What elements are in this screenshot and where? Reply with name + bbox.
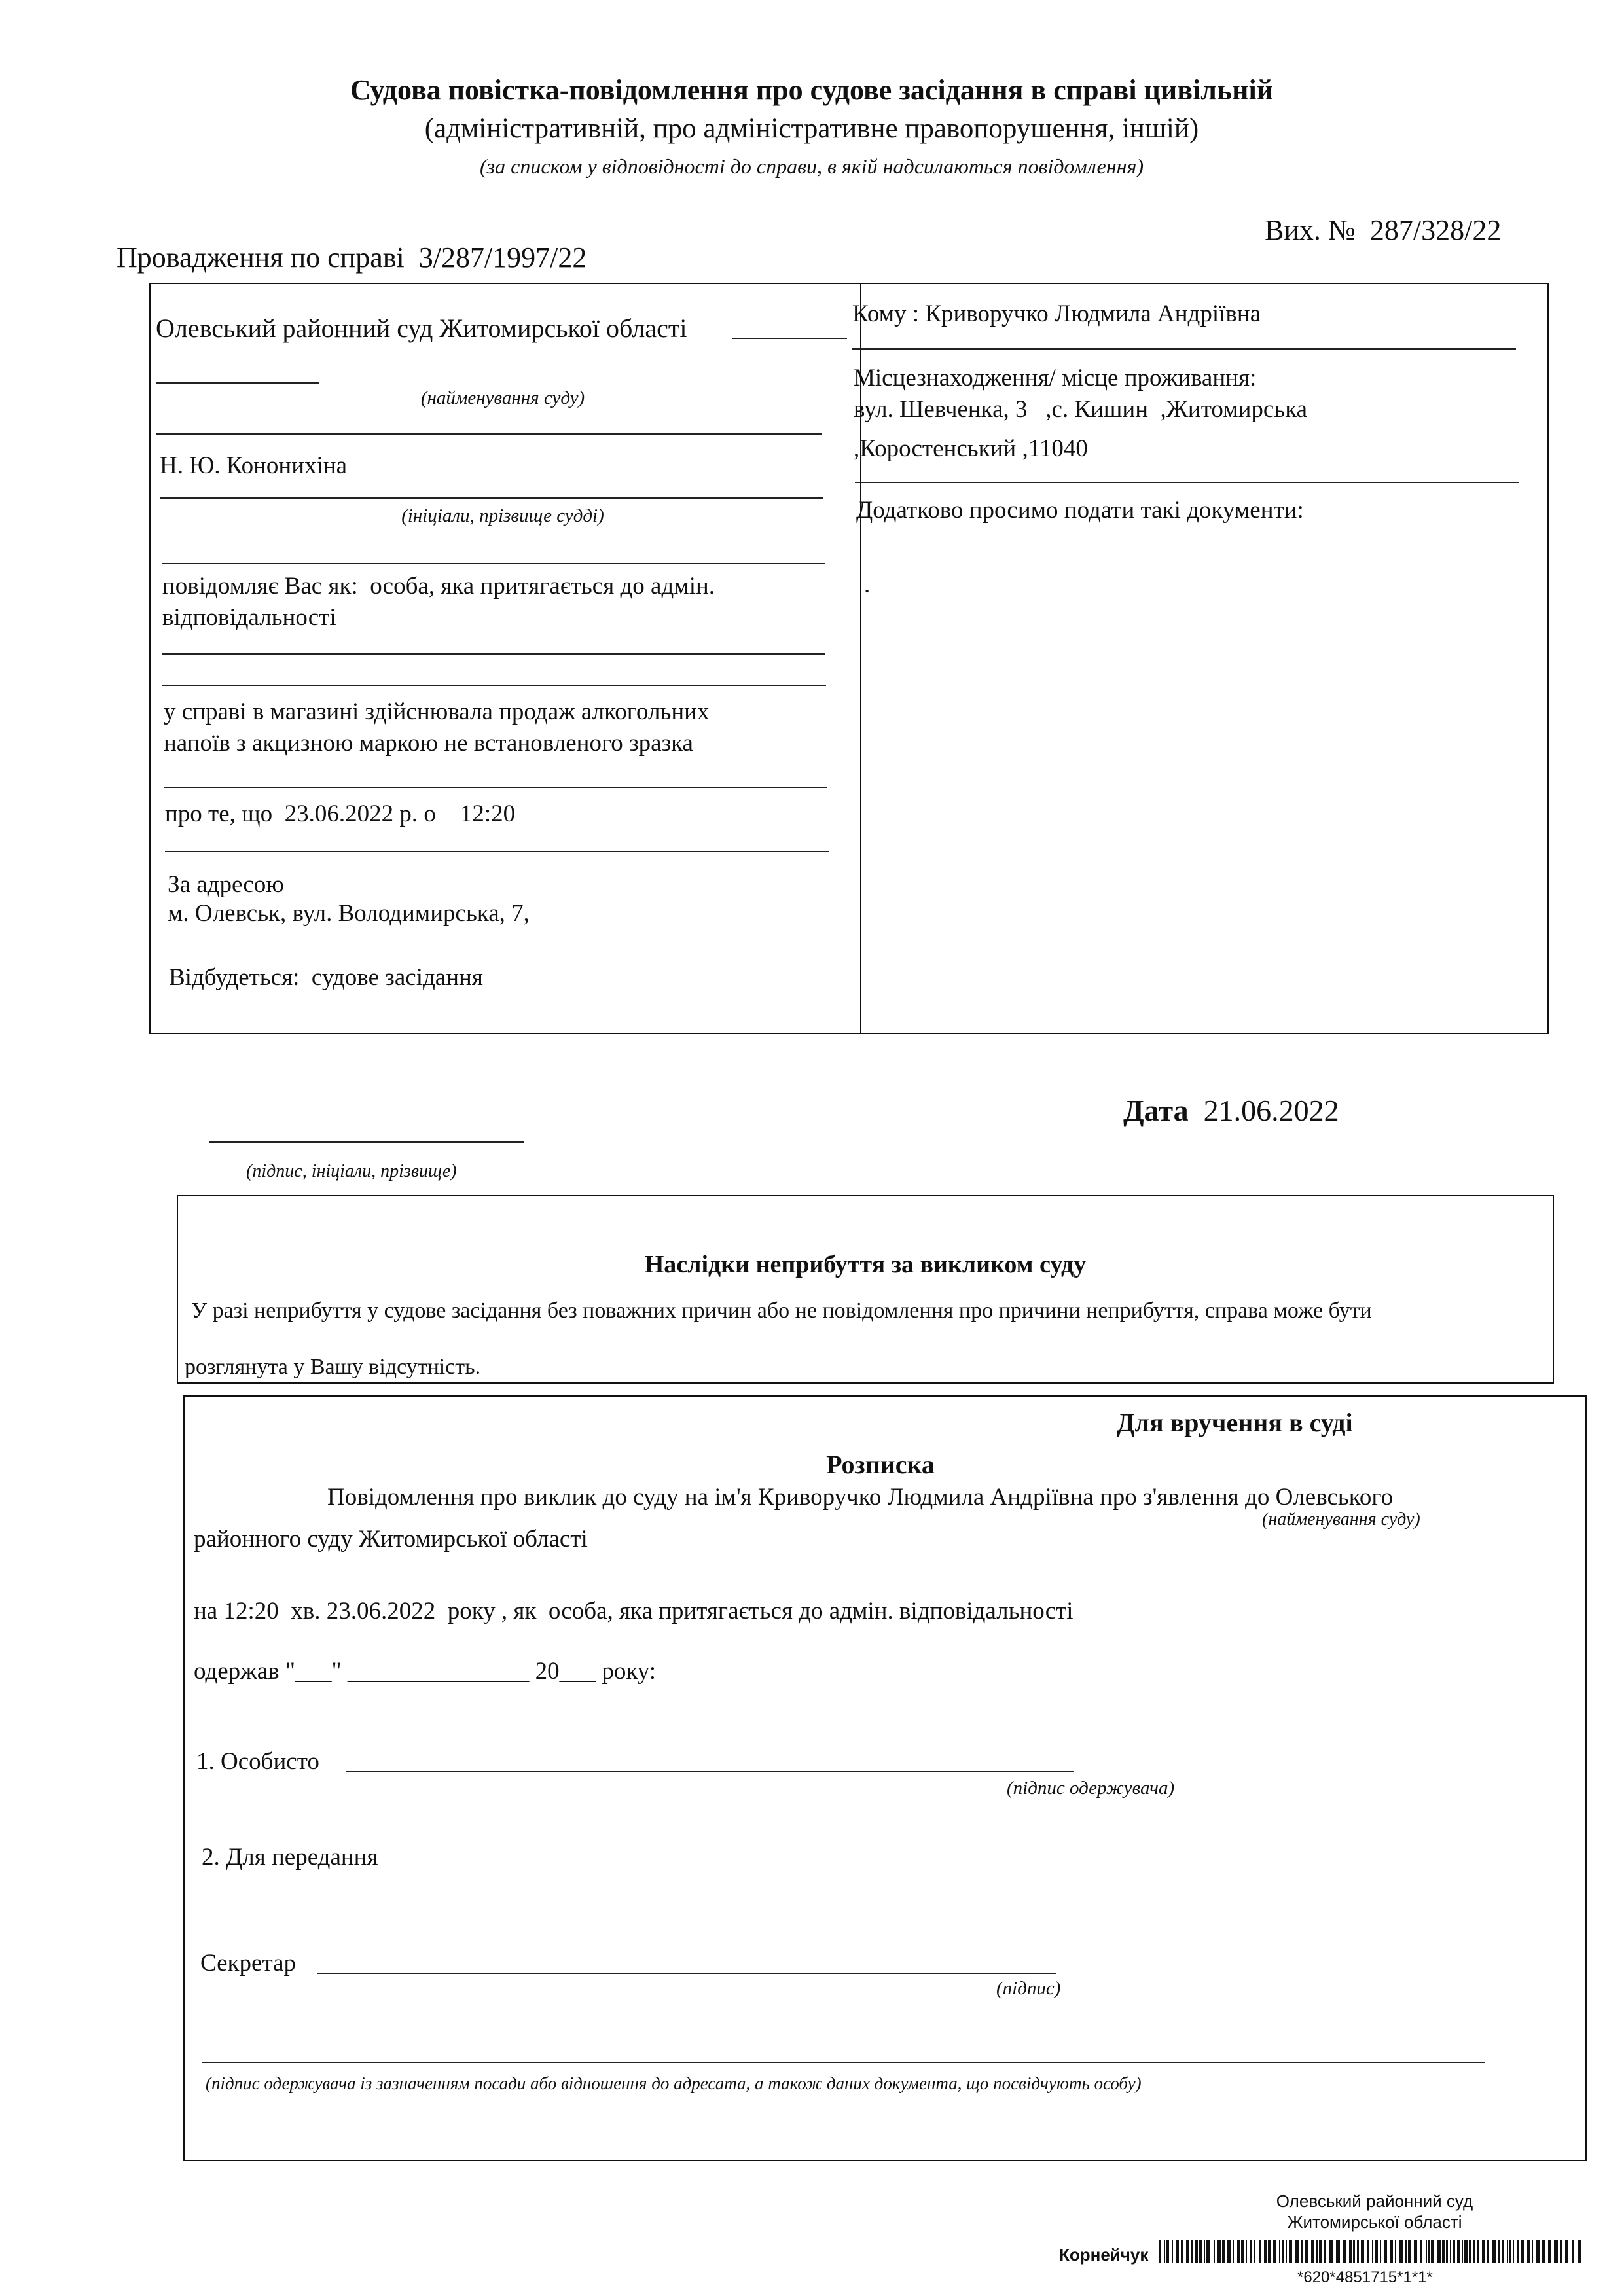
- notice-title: Судова повістка-повідомлення про судове засідання в справі цивільній: [350, 74, 1274, 106]
- address-label: За адресою: [168, 871, 284, 898]
- divider-1: [156, 433, 822, 435]
- proceeding-label: Провадження по справі: [117, 242, 405, 274]
- consequences-text-1: У разі неприбуття у судове засідання без поважних причин або не повідомлення про причини неприбуття, справа може бути: [191, 1299, 1372, 1323]
- personal-label: 1. Особисто: [196, 1748, 319, 1775]
- court-name-underline-2: [156, 382, 319, 384]
- receipt-received: одержав "___" _______________ 20___ року:: [194, 1658, 657, 1685]
- documents-label: Додатково просимо подати такі документи:: [856, 497, 1304, 524]
- footer-court-line-1: Олевський районний суд: [1276, 2191, 1473, 2211]
- court-caption: (найменування суду): [420, 387, 585, 408]
- court-name-underline: [732, 338, 847, 339]
- notice-note: (за списком у відповідності до справи, в якій надсилаються повідомлення): [480, 154, 1144, 178]
- footer-court-line-2: Житомирської області: [1287, 2212, 1462, 2232]
- proceeding-number: 3/287/1997/22: [418, 242, 587, 274]
- recipient-signature-field[interactable]: [202, 2062, 1485, 2063]
- footer-clerk: Корнейчук: [1059, 2245, 1149, 2265]
- notice-subtitle: (адміністративній, про адміністративне правопорушення, іншій): [424, 113, 1199, 144]
- hearing-time: про те, що 23.06.2022 р. о 12:20: [165, 800, 516, 827]
- divider-7: [165, 851, 829, 852]
- date-value: 21.06.2022: [1203, 1094, 1339, 1127]
- barcode-text: *620*4851715*1*1*: [1297, 2269, 1433, 2286]
- documents-value: .: [864, 571, 871, 598]
- consequences-text-2: розглянута у Вашу відсутність.: [185, 1355, 481, 1379]
- location-line-2: ,Коростенський ,11040: [854, 435, 1088, 462]
- outgoing-number: 287/328/22: [1369, 214, 1502, 246]
- receipt-line-2: районного суду Житомирської області: [194, 1526, 588, 1552]
- consequences-title: Наслідки неприбуття за викликом суду: [644, 1251, 1087, 1278]
- case-line-1: у справі в магазині здійснювала продаж алкогольних: [164, 698, 710, 725]
- hearing-address: м. Олевськ, вул. Володимирська, 7,: [168, 900, 530, 927]
- personal-caption: (підпис одержувача): [1007, 1778, 1175, 1799]
- judge-name: Н. Ю. Кононихіна: [160, 452, 347, 479]
- proceeding-line: [117, 241, 586, 274]
- outgoing-label: Вих. №: [1265, 214, 1356, 246]
- signature-line: [209, 1141, 524, 1143]
- divider-5: [162, 685, 826, 686]
- divider-4: [162, 653, 825, 655]
- receipt-court-caption: (найменування суду): [1262, 1509, 1420, 1530]
- secretary-signature-field[interactable]: [317, 1973, 1056, 1974]
- receipt-for-court: Для вручення в суді: [1117, 1408, 1353, 1437]
- outgoing-line: [1265, 213, 1501, 247]
- location-underline: [855, 482, 1519, 483]
- recipient-name: Кому : Криворучко Людмила Андріївна: [852, 300, 1261, 327]
- divider-3: [162, 563, 825, 564]
- secretary-label: Секретар: [200, 1950, 296, 1977]
- case-line-2: напоїв з акцизною маркою не встановленого зразка: [164, 730, 693, 757]
- hearing-event: Відбудеться: судове засідання: [169, 964, 483, 991]
- date-label: Дата: [1123, 1094, 1189, 1127]
- personal-signature-field[interactable]: [346, 1771, 1074, 1772]
- receipt-line-3: на 12:20 хв. 23.06.2022 року , як особа, яка притягається до адмін. відповідальності: [194, 1598, 1074, 1624]
- judge-caption: (ініціали, прізвище судді): [401, 505, 604, 526]
- location-line-1: вул. Шевченка, 3 ,с. Кишин ,Житомирська: [854, 396, 1308, 423]
- recipient-caption: (підпис одержувача із зазначенням посади або відношення до адресата, а також даних документа, що посвідчують особу): [206, 2073, 1142, 2093]
- secretary-caption: (підпис): [996, 1978, 1061, 1999]
- receipt-line-1: Повідомлення про виклик до суду на ім'я Криворучко Людмила Андріївна про з'явлення до Олевського: [327, 1484, 1394, 1511]
- date-line: [1123, 1093, 1339, 1128]
- court-name: Олевський районний суд Житомирської області: [156, 314, 687, 343]
- divider-6: [164, 787, 827, 788]
- location-label: Місцезнаходження/ місце проживання:: [854, 365, 1257, 391]
- barcode: [1159, 2238, 1591, 2265]
- divider-2: [160, 497, 823, 499]
- receipt-title: Розписка: [826, 1450, 935, 1479]
- notify-as-2: відповідальності: [162, 604, 336, 631]
- recipient-underline: [852, 348, 1516, 350]
- notify-as-1: повідомляє Вас як: особа, яка притягається до адмін.: [162, 573, 715, 600]
- transfer-label: 2. Для передання: [202, 1844, 378, 1871]
- signature-caption: (підпис, ініціали, прізвище): [246, 1161, 457, 1181]
